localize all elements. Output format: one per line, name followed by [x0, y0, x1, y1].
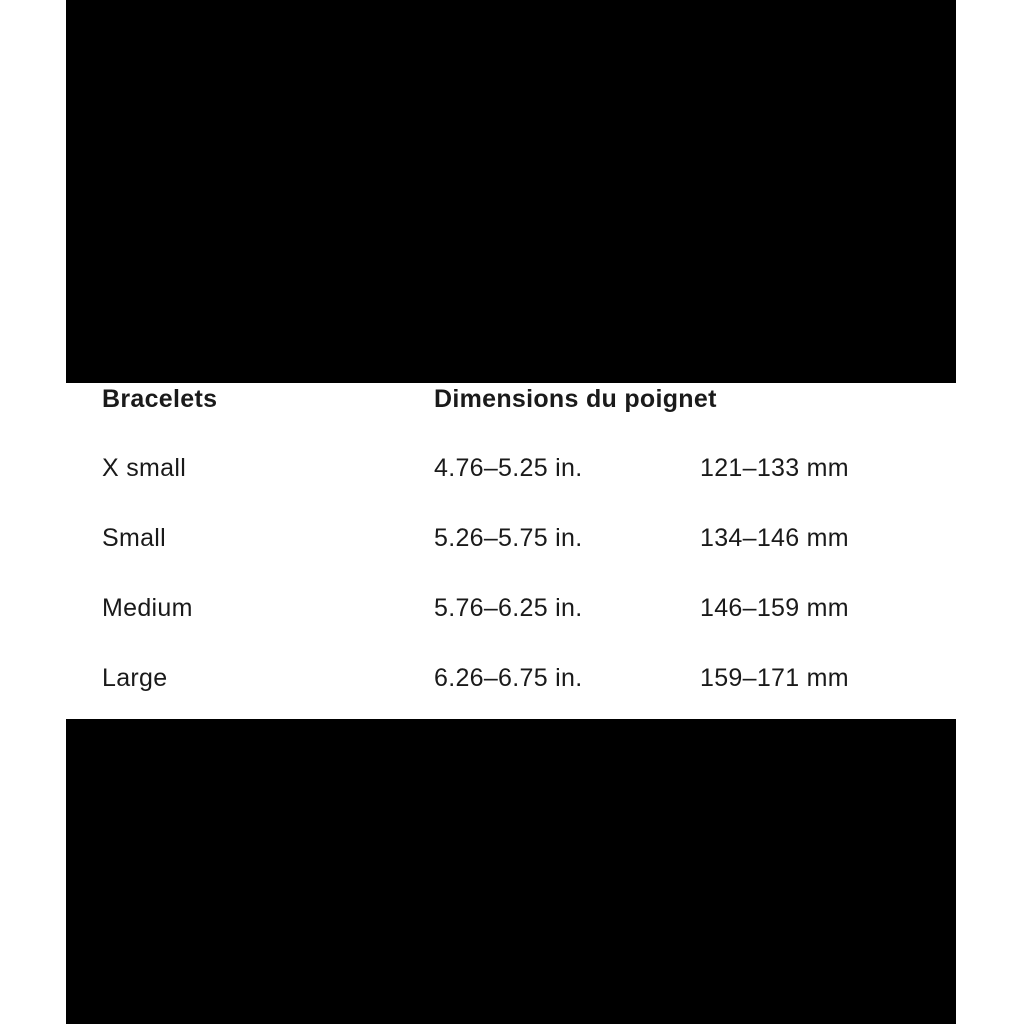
row-inches: 6.26–6.75 in. — [434, 664, 583, 692]
row-size-label: X small — [102, 454, 187, 482]
row-size-label: Medium — [102, 594, 193, 622]
row-size-label: Large — [102, 664, 168, 692]
row-mm: 134–146 mm — [700, 524, 849, 552]
row-inches: 5.26–5.75 in. — [434, 524, 583, 552]
row-inches: 4.76–5.25 in. — [434, 454, 583, 482]
size-chart-table — [66, 383, 956, 719]
row-mm: 159–171 mm — [700, 664, 849, 692]
header-bracelets: Bracelets — [102, 385, 218, 413]
row-inches: 5.76–6.25 in. — [434, 594, 583, 622]
header-dimensions: Dimensions du poignet — [434, 385, 717, 413]
row-size-label: Small — [102, 524, 167, 552]
row-mm: 146–159 mm — [700, 594, 849, 622]
row-mm: 121–133 mm — [700, 454, 849, 482]
